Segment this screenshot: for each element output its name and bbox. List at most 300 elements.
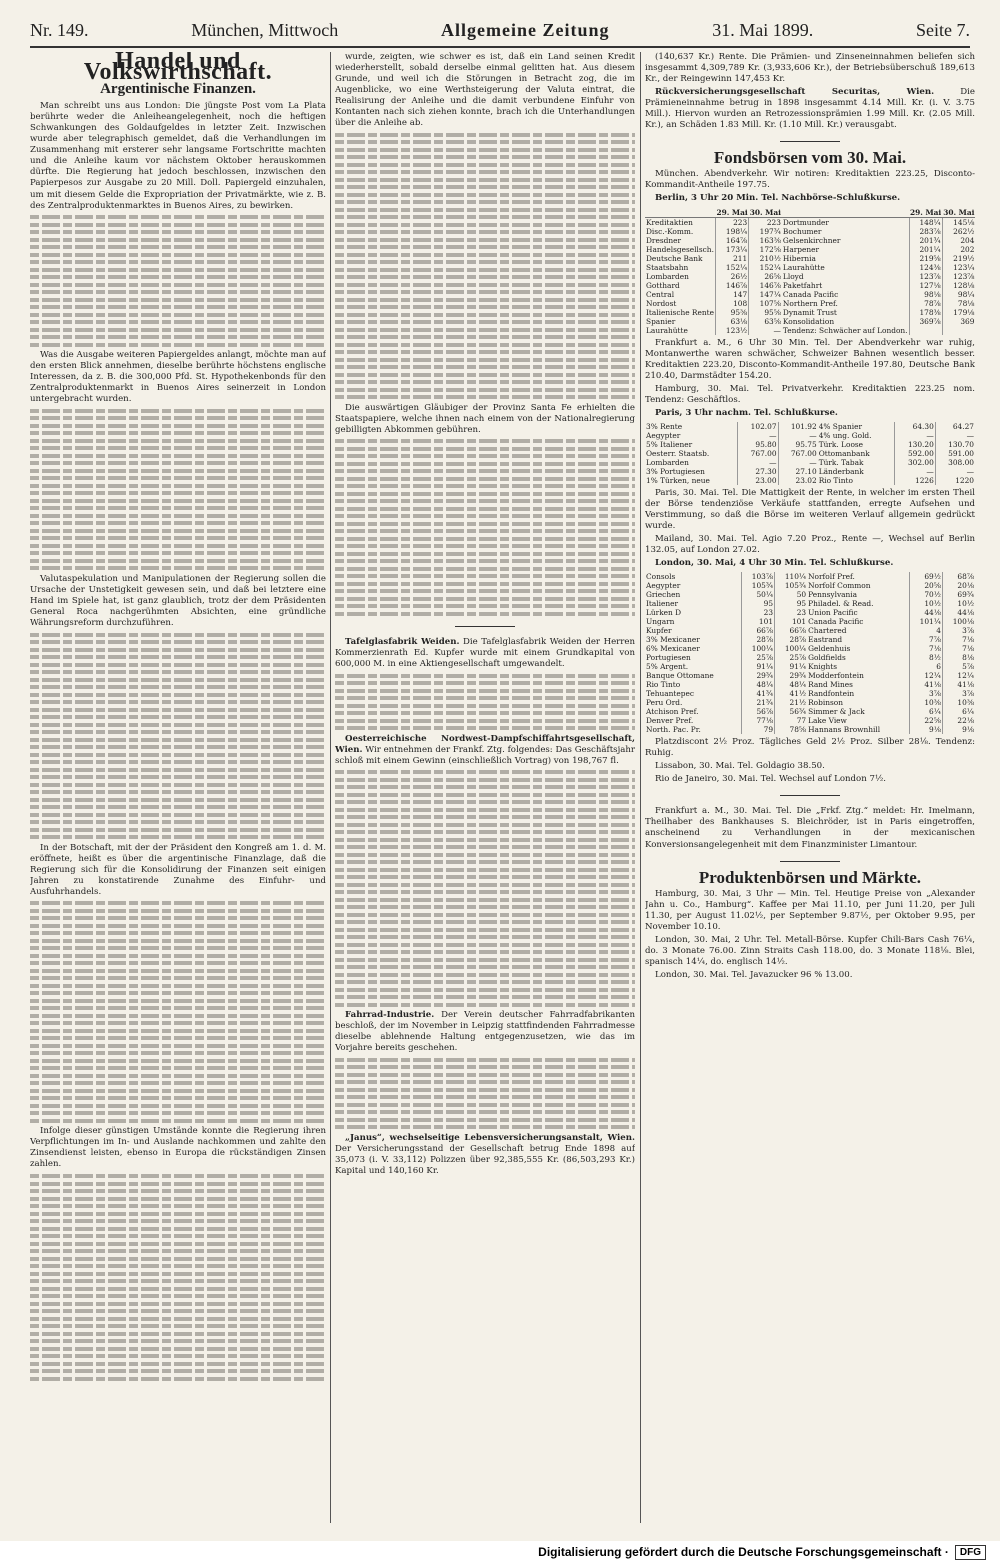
security-name: Ungarn	[646, 617, 675, 627]
security-name: Knights	[808, 662, 837, 672]
digitization-footer	[0, 1541, 1000, 1563]
quote-value: 146⅞	[749, 281, 782, 290]
security-name: Rio Tinto	[818, 475, 853, 485]
quote-value: 91¼	[775, 662, 808, 671]
table-row	[645, 716, 975, 725]
table-row	[645, 272, 975, 281]
security-name: Philadel. & Read.	[808, 599, 874, 609]
table-row	[645, 236, 975, 245]
text-block	[335, 770, 635, 1007]
column-header: 29. Mai	[716, 207, 748, 217]
quote-value: 3⅞	[942, 689, 975, 698]
quote-value: 68⅞	[942, 572, 975, 581]
quote-value: 146⅞	[715, 281, 748, 290]
security-name: Modderfontein	[808, 671, 864, 681]
quote-value: 105¾	[775, 581, 808, 590]
table-row	[645, 707, 975, 716]
dfg-logo: DFG	[955, 1545, 986, 1560]
table-row	[645, 245, 975, 254]
products-section-title: Produktenbörsen und Märkte.	[698, 867, 922, 887]
quote-value: 7⅛	[942, 644, 975, 653]
security-name: Tehuantepec	[646, 689, 695, 699]
quote-value: 101¼	[909, 617, 942, 626]
security-name: Bochumer	[782, 226, 822, 236]
quote-value: 5⅞	[942, 662, 975, 671]
security-name: Lloyd	[782, 271, 804, 281]
quote-value: 219⅝	[909, 254, 942, 263]
column-divider	[330, 52, 331, 1523]
quote-value: 64.27	[935, 422, 975, 431]
quote-value: 591.00	[935, 449, 975, 458]
security-name: Länderbank	[818, 466, 864, 476]
quote-value: 3⅞	[942, 626, 975, 635]
quote-value: 163⅜	[749, 236, 782, 245]
quote-value: 20⅛	[942, 581, 975, 590]
column-header: 30. Mai	[943, 207, 975, 217]
security-name: Goldfields	[808, 653, 846, 663]
table-row	[645, 671, 975, 680]
quote-value: 152¼	[715, 263, 748, 272]
security-name: Oesterr. Staatsb.	[646, 448, 710, 458]
security-name: Dynamit Trust	[782, 307, 837, 317]
quote-value: 767.00	[738, 449, 778, 458]
quote-value: 147¼	[749, 290, 782, 299]
column-header: 29. Mai	[910, 207, 942, 217]
table-row	[645, 290, 975, 299]
security-name: Handelsgesellsch.	[646, 244, 714, 254]
london-quotes-table	[645, 572, 975, 734]
quote-value: 3⅞	[909, 689, 942, 698]
quote-value: 127⅛	[909, 281, 942, 290]
quote-value: 6¼	[942, 707, 975, 716]
quote-value: 101	[775, 617, 808, 626]
security-name: Rio Tinto	[646, 680, 681, 690]
table-row	[645, 308, 975, 317]
quote-value: 262½	[942, 227, 975, 236]
quote-value: 123¼	[942, 263, 975, 272]
text-block	[30, 633, 326, 840]
issue-number: Nr. 149.	[30, 19, 89, 40]
london-sugar-report: London, 30. Mai. Tel. Javazucker 96 % 13.00.	[655, 969, 853, 980]
quote-value: 223	[749, 217, 782, 227]
quote-value: —	[935, 431, 975, 440]
quote-value: 95⅜	[715, 308, 748, 317]
rio-report: Rio de Janeiro, 30. Mai. Tel. Wechsel auf London 7½.	[655, 774, 887, 785]
security-name: Denver Pref.	[646, 716, 694, 726]
frankfurt-report: Frankfurt a. M., 6 Uhr 30 Min. Tel. Der Abendverkehr war ruhig, Montanwerthe waren schwächer, Schweizer Bahnen wesentlich besser. Kreditaktien 223.20, Disconto-Kommandit-Antheile 197.80, Deutsche Bank 210.40, Darmstädter 154.20.	[645, 337, 975, 381]
london-heading: London, 30. Mai, 4 Uhr 30 Min. Tel. Schlußkurse.	[655, 558, 894, 569]
security-name: Norfolf Pref.	[808, 572, 855, 582]
quote-value: 178⅜	[909, 308, 942, 317]
security-name: Union Pacific	[808, 608, 858, 618]
security-name: 3% Mexicaner	[646, 635, 700, 645]
article-paragraph: Valutaspekulation und Manipulationen der Regierung sollen die Ursache der Unstetigkeit gewesen sein, und daß bei letztere eine Hand im Spiele hat, ist ganz glaublich, trotz der dem Präsidenten General Roca nachgerühmten Absichten, eine gründliche Währungsreform durchzuführen.	[30, 573, 326, 629]
newspaper-title: Allgemeine Zeitung	[440, 19, 610, 40]
security-name: 3% Rente	[646, 421, 683, 431]
text-block	[30, 215, 326, 347]
quote-value: 164⅞	[715, 236, 748, 245]
notice-text: Die Prämieneinnahme betrug in 1898 insgesammt 4.14 Mill. Kr. (i. V. 3.75 Mill.). Hiervon wurden an Retrozessionsprämien 1.99 Mill. Kr. (2.05 Mill. Kr.), an Schäden 1.83 Mill. Kr. (1.10 Mill. Kr.) verausgabt.	[645, 87, 975, 131]
quote-value: 10½	[909, 599, 942, 608]
quote-value: 302.00	[895, 458, 935, 467]
table-row	[645, 281, 975, 290]
security-name: Deutsche Bank	[646, 253, 703, 263]
quote-value: 12¼	[942, 671, 975, 680]
quote-value: 95⅝	[749, 308, 782, 317]
article-paragraph: Die auswärtigen Gläubiger der Provinz Santa Fe erhielten die Staatspapiere, welche ihnen nach einem von der Nationalregierung gebilligten Abkommen gebühren.	[335, 402, 635, 435]
quote-value: 101.92	[778, 422, 818, 431]
quote-value	[942, 326, 975, 335]
table-row	[645, 326, 975, 335]
security-name: Central	[646, 289, 675, 299]
notice	[645, 87, 975, 131]
london-footnote: Platzdiscont 2½ Proz. Tägliches Geld 2½ Proz. Silber 28⅛. Tendenz: Ruhig.	[645, 737, 975, 759]
quote-value: 77	[775, 716, 808, 725]
security-name: Dortmunder	[782, 217, 829, 227]
security-name: Chartered	[808, 626, 847, 636]
table-row	[645, 635, 975, 644]
text-block	[335, 133, 635, 400]
quote-value: 223	[715, 217, 748, 227]
quote-value: 63⅝	[749, 317, 782, 326]
separator	[780, 861, 840, 862]
security-name: 5% Argent.	[646, 662, 689, 672]
quote-value: 69¾	[942, 590, 975, 599]
quote-value: 26⅝	[749, 272, 782, 281]
text-block	[30, 409, 326, 571]
security-name: Kupfer	[646, 626, 672, 636]
quote-value: —	[749, 326, 782, 335]
quote-value: 592.00	[895, 449, 935, 458]
quote-value: 123½	[715, 326, 748, 335]
quote-value: —	[738, 458, 778, 467]
security-name: Pennsylvania	[808, 590, 858, 600]
footer-text: Digitalisierung gefördert durch die Deutsche Forschungsgemeinschaft ·	[538, 1545, 949, 1559]
article-paragraph: Was die Ausgabe weiteren Papiergeldes anlangt, möchte man auf den ersten Blick annehmen, dieselbe berührte höchstens englische Interessen, da z. B. die 300,000 Pfd. St. Hypothekenbonds für den Zentralproduktenmarkt in Buenos Aires seinerzeit in London untergebracht wurden.	[30, 350, 326, 405]
quote-value: 148¼	[909, 217, 942, 227]
quote-value: 78⅛	[942, 299, 975, 308]
security-name: Disc.-Komm.	[646, 226, 694, 236]
quote-value: 202	[942, 245, 975, 254]
quote-value: 4	[909, 626, 942, 635]
quote-value: —	[778, 431, 818, 440]
security-name: Eastrand	[808, 635, 843, 645]
quote-value: 102.07	[738, 422, 778, 431]
section-title: Handel und Volkswirthschaft.	[83, 52, 273, 86]
security-name: 4% Spanier	[818, 421, 862, 431]
quote-value: —	[935, 467, 975, 476]
quote-value: 26½	[715, 272, 748, 281]
table-row	[645, 572, 975, 581]
security-name: 4% ung. Gold.	[818, 430, 872, 440]
article-paragraph: (140,637 Kr.) Rente. Die Prämien- und Zinseneinnahmen beliefen sich insgesammt 4,309,789 Kr. (3,933,606 Kr.), der Betriebsüberschuß 189,613 Kr., der Reingewinn 147,453 Kr.	[645, 52, 975, 85]
quote-value: 6	[909, 662, 942, 671]
security-name: Lürken D	[646, 608, 682, 618]
quote-value: 22⅛	[942, 716, 975, 725]
quote-value: 21½	[775, 698, 808, 707]
quote-value: —	[738, 431, 778, 440]
notice-text: Der Versicherungsstand der Gesellschaft betrug Ende 1898 auf 35,073 (i. V. 33,112) Polizzen über 92,385,555 Kr. (86,503,293 Kr.) Kapital und 140,160 Kr.	[335, 1143, 635, 1177]
security-name: Nordost	[646, 298, 677, 308]
london-metal-report: London, 30. Mai, 2 Uhr. Tel. Metall-Börse. Kupfer Chili-Bars Cash 76¼, do. 3 Monate 76.00. Zinn Straits Cash 118.00, do. 3 Monate 118⅛. Blei, spanisch 14¼, do. englisch 14½.	[645, 934, 975, 967]
security-name: Peru Ord.	[646, 698, 683, 708]
quote-value: 197¾	[749, 227, 782, 236]
quote-value: 152¼	[749, 263, 782, 272]
hamburg-products-report: Hamburg, 30. Mai, 3 Uhr — Min. Tel. Heutige Preise von „Alexander Jahn u. Co., Hamburg“. Kaffee per Mai 11.10, per Juni 11.20, per Juli 11.30, per August 11.02½, per September 9.87½, per Oktober 9.95, per November 10.10.	[645, 888, 975, 932]
quote-value: 210½	[749, 254, 782, 263]
security-name: 6% Mexicaner	[646, 644, 700, 654]
table-row	[645, 299, 975, 308]
quote-value: 28⅞	[775, 635, 808, 644]
quote-value: 308.00	[935, 458, 975, 467]
quote-value: 25⅞	[775, 653, 808, 662]
quote-value: 767.00	[778, 449, 818, 458]
security-name: Lombarden	[646, 457, 689, 467]
security-name: Spanier	[646, 316, 676, 326]
security-name: Canada Pacific	[808, 617, 864, 627]
column-2	[335, 52, 635, 1523]
security-name: 5% Italiener	[646, 439, 693, 449]
quote-value: 107⅝	[749, 299, 782, 308]
quote-value: 20⅝	[909, 581, 942, 590]
quote-value: 110¼	[775, 572, 808, 581]
security-name: Italienische Rente	[646, 307, 714, 317]
quote-value: 56⅞	[741, 707, 774, 716]
quote-value: 123⅞	[909, 272, 942, 281]
quote-value: 70½	[909, 590, 942, 599]
quote-value: 172⅝	[749, 245, 782, 254]
quote-value: 29¾	[775, 671, 808, 680]
quote-value: 98⅛	[909, 290, 942, 299]
notice	[335, 734, 635, 767]
separator	[780, 795, 840, 796]
quote-value: 100¼	[775, 644, 808, 653]
security-name: Italiener	[646, 599, 679, 609]
table-row	[645, 599, 975, 608]
quote-value: 25⅞	[741, 653, 774, 662]
quote-value: 130.70	[935, 440, 975, 449]
frankfurt-report-2: Frankfurt a. M., 30. Mai. Tel. Die „Frkf. Ztg.“ meldet: Hr. Imelmann, Theilhaber des Bankhauses S. Bleichröder, ist in Paris eingetroffen, anscheinend zu Verhandlungen in der mexicanischen Konversionsangelegenheit mit dem Finanzminister Limantour.	[645, 806, 975, 850]
quote-value: 369	[942, 317, 975, 326]
quote-value: 1226	[895, 476, 935, 485]
quote-value: 48¼	[775, 680, 808, 689]
page-number: Seite 7.	[915, 19, 970, 40]
security-name: Atchison Pref.	[646, 707, 699, 717]
table-row	[645, 227, 975, 236]
milan-report: Mailand, 30. Mai. Tel. Agio 7.20 Proz., Rente —, Wechsel auf Berlin 132.05, auf London 27.02.	[645, 534, 975, 556]
security-name: Banque Ottomane	[646, 671, 714, 681]
quote-value: 66⅞	[775, 626, 808, 635]
table-row	[645, 254, 975, 263]
security-name: Portugiesen	[646, 653, 691, 663]
quote-value: 23	[741, 608, 774, 617]
separator	[455, 626, 515, 627]
table-header-row	[645, 208, 975, 218]
berlin-heading: Berlin, 3 Uhr 20 Min. Tel. Nachbörse-Schlußkurse.	[655, 193, 901, 204]
table-row	[645, 662, 975, 671]
quote-value: 95	[775, 599, 808, 608]
table-row	[645, 680, 975, 689]
security-name: Konsolidation	[782, 316, 835, 326]
text-block	[30, 1174, 326, 1381]
table-row	[645, 431, 975, 440]
quote-value: 100¼	[741, 644, 774, 653]
quote-value: 8½	[909, 653, 942, 662]
quote-value: 23	[775, 608, 808, 617]
table-row	[645, 698, 975, 707]
quote-value: 50¼	[741, 590, 774, 599]
security-name: Türk. Loose	[818, 439, 864, 449]
quote-value: 124⅜	[909, 263, 942, 272]
quote-value: 69½	[909, 572, 942, 581]
quote-value: 29¾	[741, 671, 774, 680]
security-name: Hannans Brownhill	[808, 725, 881, 735]
column-divider	[640, 52, 641, 1523]
notice-text: Der Verein deutscher Fahrradfabrikanten beschloß, der im November in Leipzig stattfindenden Fahrradmesse dieselbe ablehnende Haltung entgegenzusetzen, wie das im Vorjahre bereits geschehen.	[335, 1010, 635, 1054]
security-name: Paketfahrt	[782, 280, 823, 290]
quote-value: 48¼	[741, 680, 774, 689]
table-row	[645, 644, 975, 653]
quote-value: 211	[715, 254, 748, 263]
quote-value: 56¾	[775, 707, 808, 716]
notice	[335, 1133, 635, 1177]
article-paragraph: Man schreibt uns aus London: Die jüngste Post vom La Plata berührte weder die Anleiheangelegenheit, noch die heftigen Schwankungen des Goldaufgeldes in letzter Zeit. Inzwischen wurde aber telegraphisch gemeldet, daß die Verhandlungen im Zusammenhang mit ersterer sehr langsame Fortschritte machten und die Anleihe kaum vor nächstem Oktober herauskommen dürfte. Die Regierung hat jedoch beschlossen, inzwischen den Papierpesos zur Ausgabe zu 20 Mill. Doll. Papiergeld einzuhalen, um mit diesem Gelde die Expropriation der Privatmärkte, wie z. B. des Zentralproduktenmarktes in Buenos Aires, zu bewirken.	[30, 101, 326, 211]
table-row	[645, 590, 975, 599]
quote-value: 78⅞	[909, 299, 942, 308]
quote-value: 78⅝	[775, 725, 808, 734]
quote-value: 201¾	[909, 236, 942, 245]
quote-value: 95.80	[738, 440, 778, 449]
security-name: Aegypter	[646, 430, 681, 440]
quote-value: 7⅛	[909, 644, 942, 653]
security-name: Staatsbahn	[646, 262, 689, 272]
quote-value: 123⅞	[942, 272, 975, 281]
quote-value: 95.75	[778, 440, 818, 449]
column-1	[30, 52, 326, 1523]
security-name: Lombarden	[646, 271, 689, 281]
quote-value: —	[895, 467, 935, 476]
notice-text: Die Tafelglasfabrik Weiden der Herren Kommerzienrath Ed. Kupfer wurde mit einem Grundkapital von 600,000 M. in eine Aktiengesellschaft umgewandelt.	[335, 636, 635, 670]
security-name: Laurahütte	[646, 325, 688, 335]
quote-value: 7⅞	[909, 635, 942, 644]
table-row	[645, 626, 975, 635]
quote-value: 28⅞	[741, 635, 774, 644]
quote-value: 23.02	[778, 476, 818, 485]
quote-value: 12¼	[909, 671, 942, 680]
table-row	[645, 440, 975, 449]
paris-heading: Paris, 3 Uhr nachm. Tel. Schlußkurse.	[655, 407, 838, 418]
quote-value: 6¼	[909, 707, 942, 716]
notice-title: Fahrrad-Industrie.	[345, 1010, 435, 1021]
security-name: Ottomanbank	[818, 448, 870, 458]
quote-value: 9⅛	[942, 725, 975, 734]
quote-value: 103⅞	[741, 572, 774, 581]
quote-value: 130.20	[895, 440, 935, 449]
text-block	[335, 674, 635, 731]
security-name: Lake View	[808, 716, 847, 726]
text-block	[335, 1058, 635, 1130]
hamburg-report: Hamburg, 30. Mai. Tel. Privatverkehr. Kreditaktien 223.25 nom. Tendenz: Geschäftlos.	[645, 383, 975, 405]
quote-value: 23.00	[738, 476, 778, 485]
quote-value: —	[778, 458, 818, 467]
quote-value: 179⅛	[942, 308, 975, 317]
quote-value: 21¾	[741, 698, 774, 707]
quote-value: 22⅝	[909, 716, 942, 725]
quote-value: 204	[942, 236, 975, 245]
paris-quotes-table	[645, 422, 975, 485]
quote-value: 8⅛	[942, 653, 975, 662]
page-header	[30, 16, 970, 44]
quote-value: 108	[715, 299, 748, 308]
quote-value: 128⅛	[942, 281, 975, 290]
security-name: Consols	[646, 572, 676, 582]
quote-value: 95	[741, 599, 774, 608]
quote-value: —	[895, 431, 935, 440]
article-paragraph: Infolge dieser günstigen Umstände konnte die Regierung ihren Verpflichtungen im In- und Auslande nachkommen und zahlte den Zinsendienst leisten, ebenso in Europa die rückständigen Zinsen zahlen.	[30, 1126, 326, 1170]
notice	[335, 637, 635, 670]
table-row	[645, 317, 975, 326]
quote-value: 105¾	[741, 581, 774, 590]
table-row	[645, 476, 975, 485]
quote-value: 9⅛	[909, 725, 942, 734]
security-name: 1% Türken, neue	[646, 475, 710, 485]
table-row	[645, 725, 975, 734]
quote-value: 98¼	[942, 290, 975, 299]
table-row	[645, 653, 975, 662]
table-row	[645, 467, 975, 476]
quote-value: 147	[715, 290, 748, 299]
quote-value: 50	[775, 590, 808, 599]
text-block	[30, 901, 326, 1123]
security-name: Kreditaktien	[646, 217, 693, 227]
security-name: Dresdner	[646, 235, 682, 245]
quote-value: 63⅛	[715, 317, 748, 326]
quote-value: 64.30	[895, 422, 935, 431]
quote-value: 10⅜	[942, 698, 975, 707]
security-name: Gelsenkirchner	[782, 235, 841, 245]
column-header: 30. Mai	[749, 207, 781, 217]
quote-value: 41⅛	[909, 680, 942, 689]
security-name: Tendenz: Schwächer auf London.	[782, 325, 908, 335]
lisbon-report: Lissabon, 30. Mai. Tel. Goldagio 38.50.	[655, 761, 825, 772]
issue-date: 31. Mai 1899.	[712, 19, 814, 40]
quote-value: 66⅞	[741, 626, 774, 635]
table-row	[645, 689, 975, 698]
table-row	[645, 458, 975, 467]
quote-value: 27.30	[738, 467, 778, 476]
security-name: Harpener	[782, 244, 820, 254]
notice	[335, 1010, 635, 1054]
security-name: Robinson	[808, 698, 843, 708]
security-name: Canada Pacific	[782, 289, 839, 299]
quote-value: 198¼	[715, 227, 748, 236]
separator	[780, 141, 840, 142]
security-name: Geldenhuis	[808, 644, 851, 654]
notice-title: „Janus“, wechselseitige Lebensversicherungsanstalt, Wien.	[345, 1132, 635, 1143]
table-row	[645, 581, 975, 590]
article-paragraph: wurde, zeigten, wie schwer es ist, daß ein Land seinen Kredit wiederherstellt, sobald derselbe einmal gelitten hat. Aus diesem Grunde, und weil ich die Störungen in Betracht zog, die im Augenblicke, wo eine Werthsteigerung der Valuta eintrat, die Realisirung der Anleihe und die damit verbundene Einfuhr von Kontanten nach sich ziehen konnte, brach ich die Unterhandlungen über die Anleihe ab.	[335, 52, 635, 129]
quote-value: 41½	[775, 689, 808, 698]
security-name: Northern Pref.	[782, 298, 838, 308]
article-paragraph: In der Botschaft, mit der der Präsident den Kongreß am 1. d. M. eröffnete, heißt es über die argentinische Finanzlage, daß die Regierung sich für die Konsolidirung der Finanzen seit einigen Jahren zu konstatirende Zunahme des Einfuhr- und Ausfuhrhandels.	[30, 842, 326, 897]
quote-value: 27.10	[778, 467, 818, 476]
text-block	[335, 439, 635, 616]
paris-report: Paris, 30. Mai. Tel. Die Mattigkeit der Rente, in welcher im ersten Theil der Börse tendenziöse Verkäufe stattfanden, erregte Aufsehen und Verstimmung, so daß die Börse im weiteren Verlauf allgemein gedrückt wurde.	[645, 487, 975, 531]
quote-value: 283⅞	[909, 227, 942, 236]
table-row	[645, 422, 975, 431]
table-row	[645, 217, 975, 227]
quote-value: 7⅛	[942, 635, 975, 644]
